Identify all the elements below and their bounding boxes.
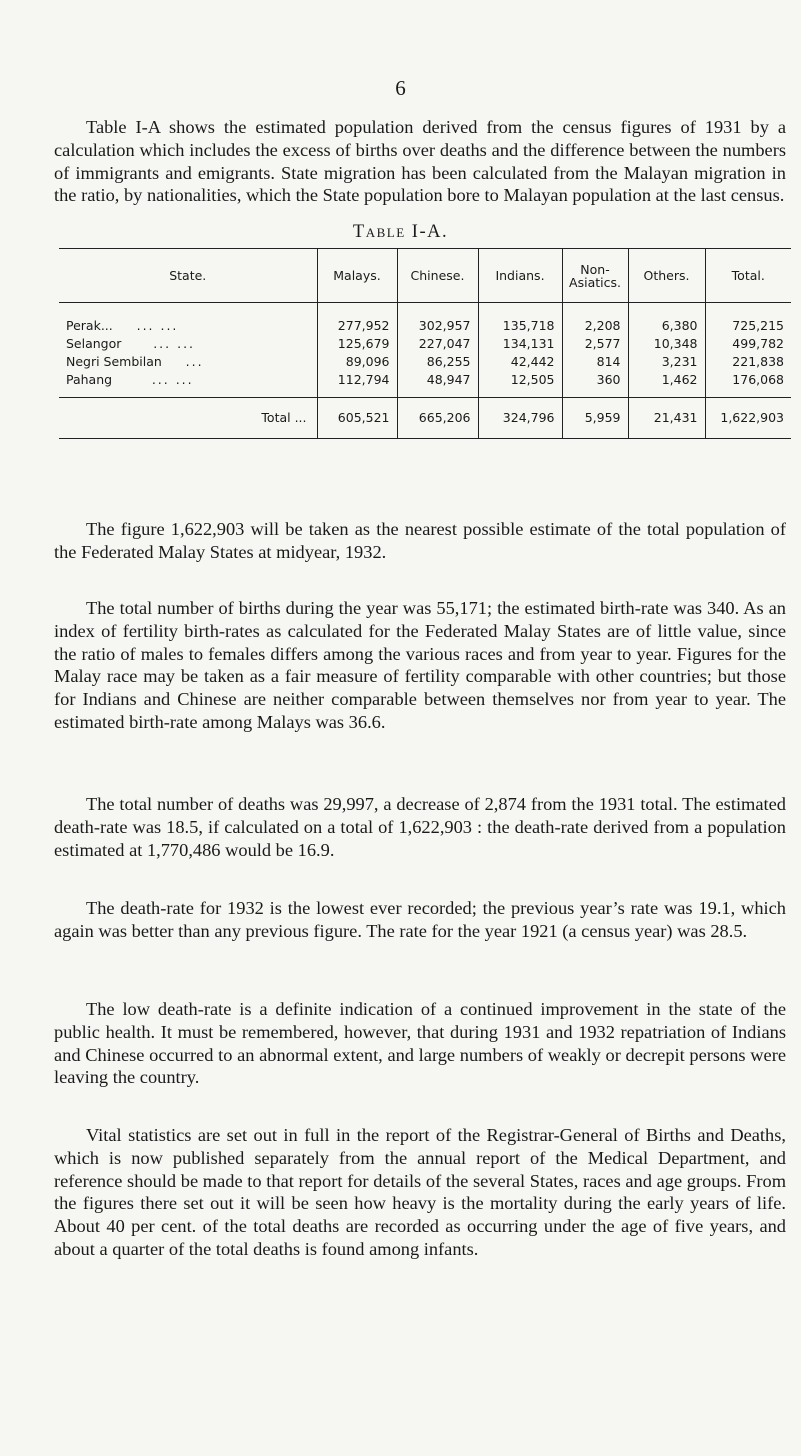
- header-indians: Indians.: [478, 249, 562, 303]
- header-state: State.: [59, 249, 317, 303]
- table-row: [59, 303, 791, 336]
- header-chinese: Chinese.: [397, 249, 478, 303]
- chinese-cell: 302,957: [397, 303, 478, 336]
- state-name: Perak...: [66, 318, 113, 333]
- population-table: [59, 248, 791, 439]
- total-non-asiatics-cell: 5,959: [562, 398, 628, 439]
- total-cell: 176,068: [705, 371, 791, 398]
- total-malays-cell: 605,521: [317, 398, 397, 439]
- malays-cell: 89,096: [317, 353, 397, 371]
- non-asiatics-cell: 2,208: [562, 303, 628, 336]
- state-cell: [59, 335, 317, 353]
- indians-cell: 42,442: [478, 353, 562, 371]
- header-non-asiatics-line2: Asiatics.: [569, 274, 621, 290]
- non-asiatics-cell: 2,577: [562, 335, 628, 353]
- chinese-cell: 48,947: [397, 371, 478, 398]
- leader-dots: ... ...: [136, 318, 179, 333]
- total-others-cell: 21,431: [628, 398, 705, 439]
- table-row: [59, 353, 791, 371]
- chinese-cell: 227,047: [397, 335, 478, 353]
- non-asiatics-cell: 360: [562, 371, 628, 398]
- paragraph-public-health: The low death-rate is a definite indication of a continued improvement in the state of the public health. It must be remembered, however, that during 1931 and 1932 repatriation of Indians and Chinese occurred to an abnormal extent, and large numbers of weakly or decrepit persons were leaving the country.: [54, 999, 786, 1088]
- table-total-row: [59, 398, 791, 439]
- malays-cell: 125,679: [317, 335, 397, 353]
- table-header-row: [59, 249, 791, 303]
- leader-dots: ...: [185, 354, 204, 369]
- total-cell: 221,838: [705, 353, 791, 371]
- total-chinese-cell: 665,206: [397, 398, 478, 439]
- header-non-asiatics-line1: Non-: [580, 261, 610, 277]
- table-caption-word: Table: [352, 222, 406, 242]
- header-others: Others.: [628, 249, 705, 303]
- malays-cell: 277,952: [317, 303, 397, 336]
- leader-dots: ... ...: [153, 336, 196, 351]
- state-name: Pahang: [66, 372, 113, 387]
- paragraph-population-estimate: The figure 1,622,903 will be taken as the nearest possible estimate of the total population of the Federated Malay States at midyear, 1932.: [54, 519, 786, 562]
- total-cell: 499,782: [705, 335, 791, 353]
- paragraph-births: The total number of births during the year was 55,171; the estimated birth-rate was 340. As an index of fertility birth-rates as calculated for the Federated Malay States are of little value, since the ratio of males to females differs among the various races and from year to year. Figures for the Malay race may be taken as a fair measure of fertility comparable with other countries; but those for Indians and Chinese are neither comparable between themselves nor from year to year. The estimated birth-rate among Malays was 36.6.: [54, 598, 786, 732]
- others-cell: 10,348: [628, 335, 705, 353]
- total-indians-cell: 324,796: [478, 398, 562, 439]
- state-cell: [59, 371, 317, 398]
- table-caption: [0, 222, 801, 243]
- malays-cell: 112,794: [317, 371, 397, 398]
- header-malays: Malays.: [317, 249, 397, 303]
- leader-dots: ... ...: [151, 372, 194, 387]
- header-total: Total.: [705, 249, 791, 303]
- indians-cell: 12,505: [478, 371, 562, 398]
- others-cell: 1,462: [628, 371, 705, 398]
- others-cell: 6,380: [628, 303, 705, 336]
- others-cell: 3,231: [628, 353, 705, 371]
- page-number: 6: [395, 76, 406, 100]
- state-cell: [59, 303, 317, 336]
- paragraph-death-rate: The death-rate for 1932 is the lowest ever recorded; the previous year’s rate was 19.1, which again was better than any previous figure. The rate for the year 1921 (a census year) was 28.5.: [54, 898, 786, 941]
- indians-cell: 135,718: [478, 303, 562, 336]
- header-non-asiatics: [562, 249, 628, 303]
- state-cell: [59, 353, 317, 371]
- paragraph-deaths: The total number of deaths was 29,997, a decrease of 2,874 from the 1931 total. The estimated death-rate was 18.5, if calculated on a total of 1,622,903 : the death-rate derived from a population estimated at 1,770,486 would be 16.9.: [54, 794, 786, 860]
- total-cell: 725,215: [705, 303, 791, 336]
- chinese-cell: 86,255: [397, 353, 478, 371]
- indians-cell: 134,131: [478, 335, 562, 353]
- grand-total-cell: 1,622,903: [705, 398, 791, 439]
- paragraph-vital-statistics: Vital statistics are set out in full in the report of the Registrar-General of Births and Deaths, which is now published separately from the annual report of the Medical Department, and reference should be made to that report for details of the several States, races and age groups. From the figures there set out it will be seen how heavy is the mortality during the early years of life. About 40 per cent. of the total deaths are recorded as occurring under the age of five years, and about a quarter of the total deaths is found among infants.: [54, 1125, 786, 1259]
- table-row: [59, 371, 791, 398]
- table-row: [59, 335, 791, 353]
- state-name: Selangor: [66, 336, 122, 351]
- state-name: Negri Sembilan: [66, 354, 162, 369]
- table-caption-id: I-A.: [411, 222, 449, 242]
- intro-paragraph: Table I-A shows the estimated population derived from the census figures of 1931 by a calculation which includes the excess of births over deaths and the difference between the numbers of immigrants and emigrants. State migration has been calculated from the Malayan migration in the ratio, by nationalities, which the State population bore to Malayan population at the last census.: [54, 117, 786, 206]
- total-label: Total ...: [59, 398, 317, 439]
- non-asiatics-cell: 814: [562, 353, 628, 371]
